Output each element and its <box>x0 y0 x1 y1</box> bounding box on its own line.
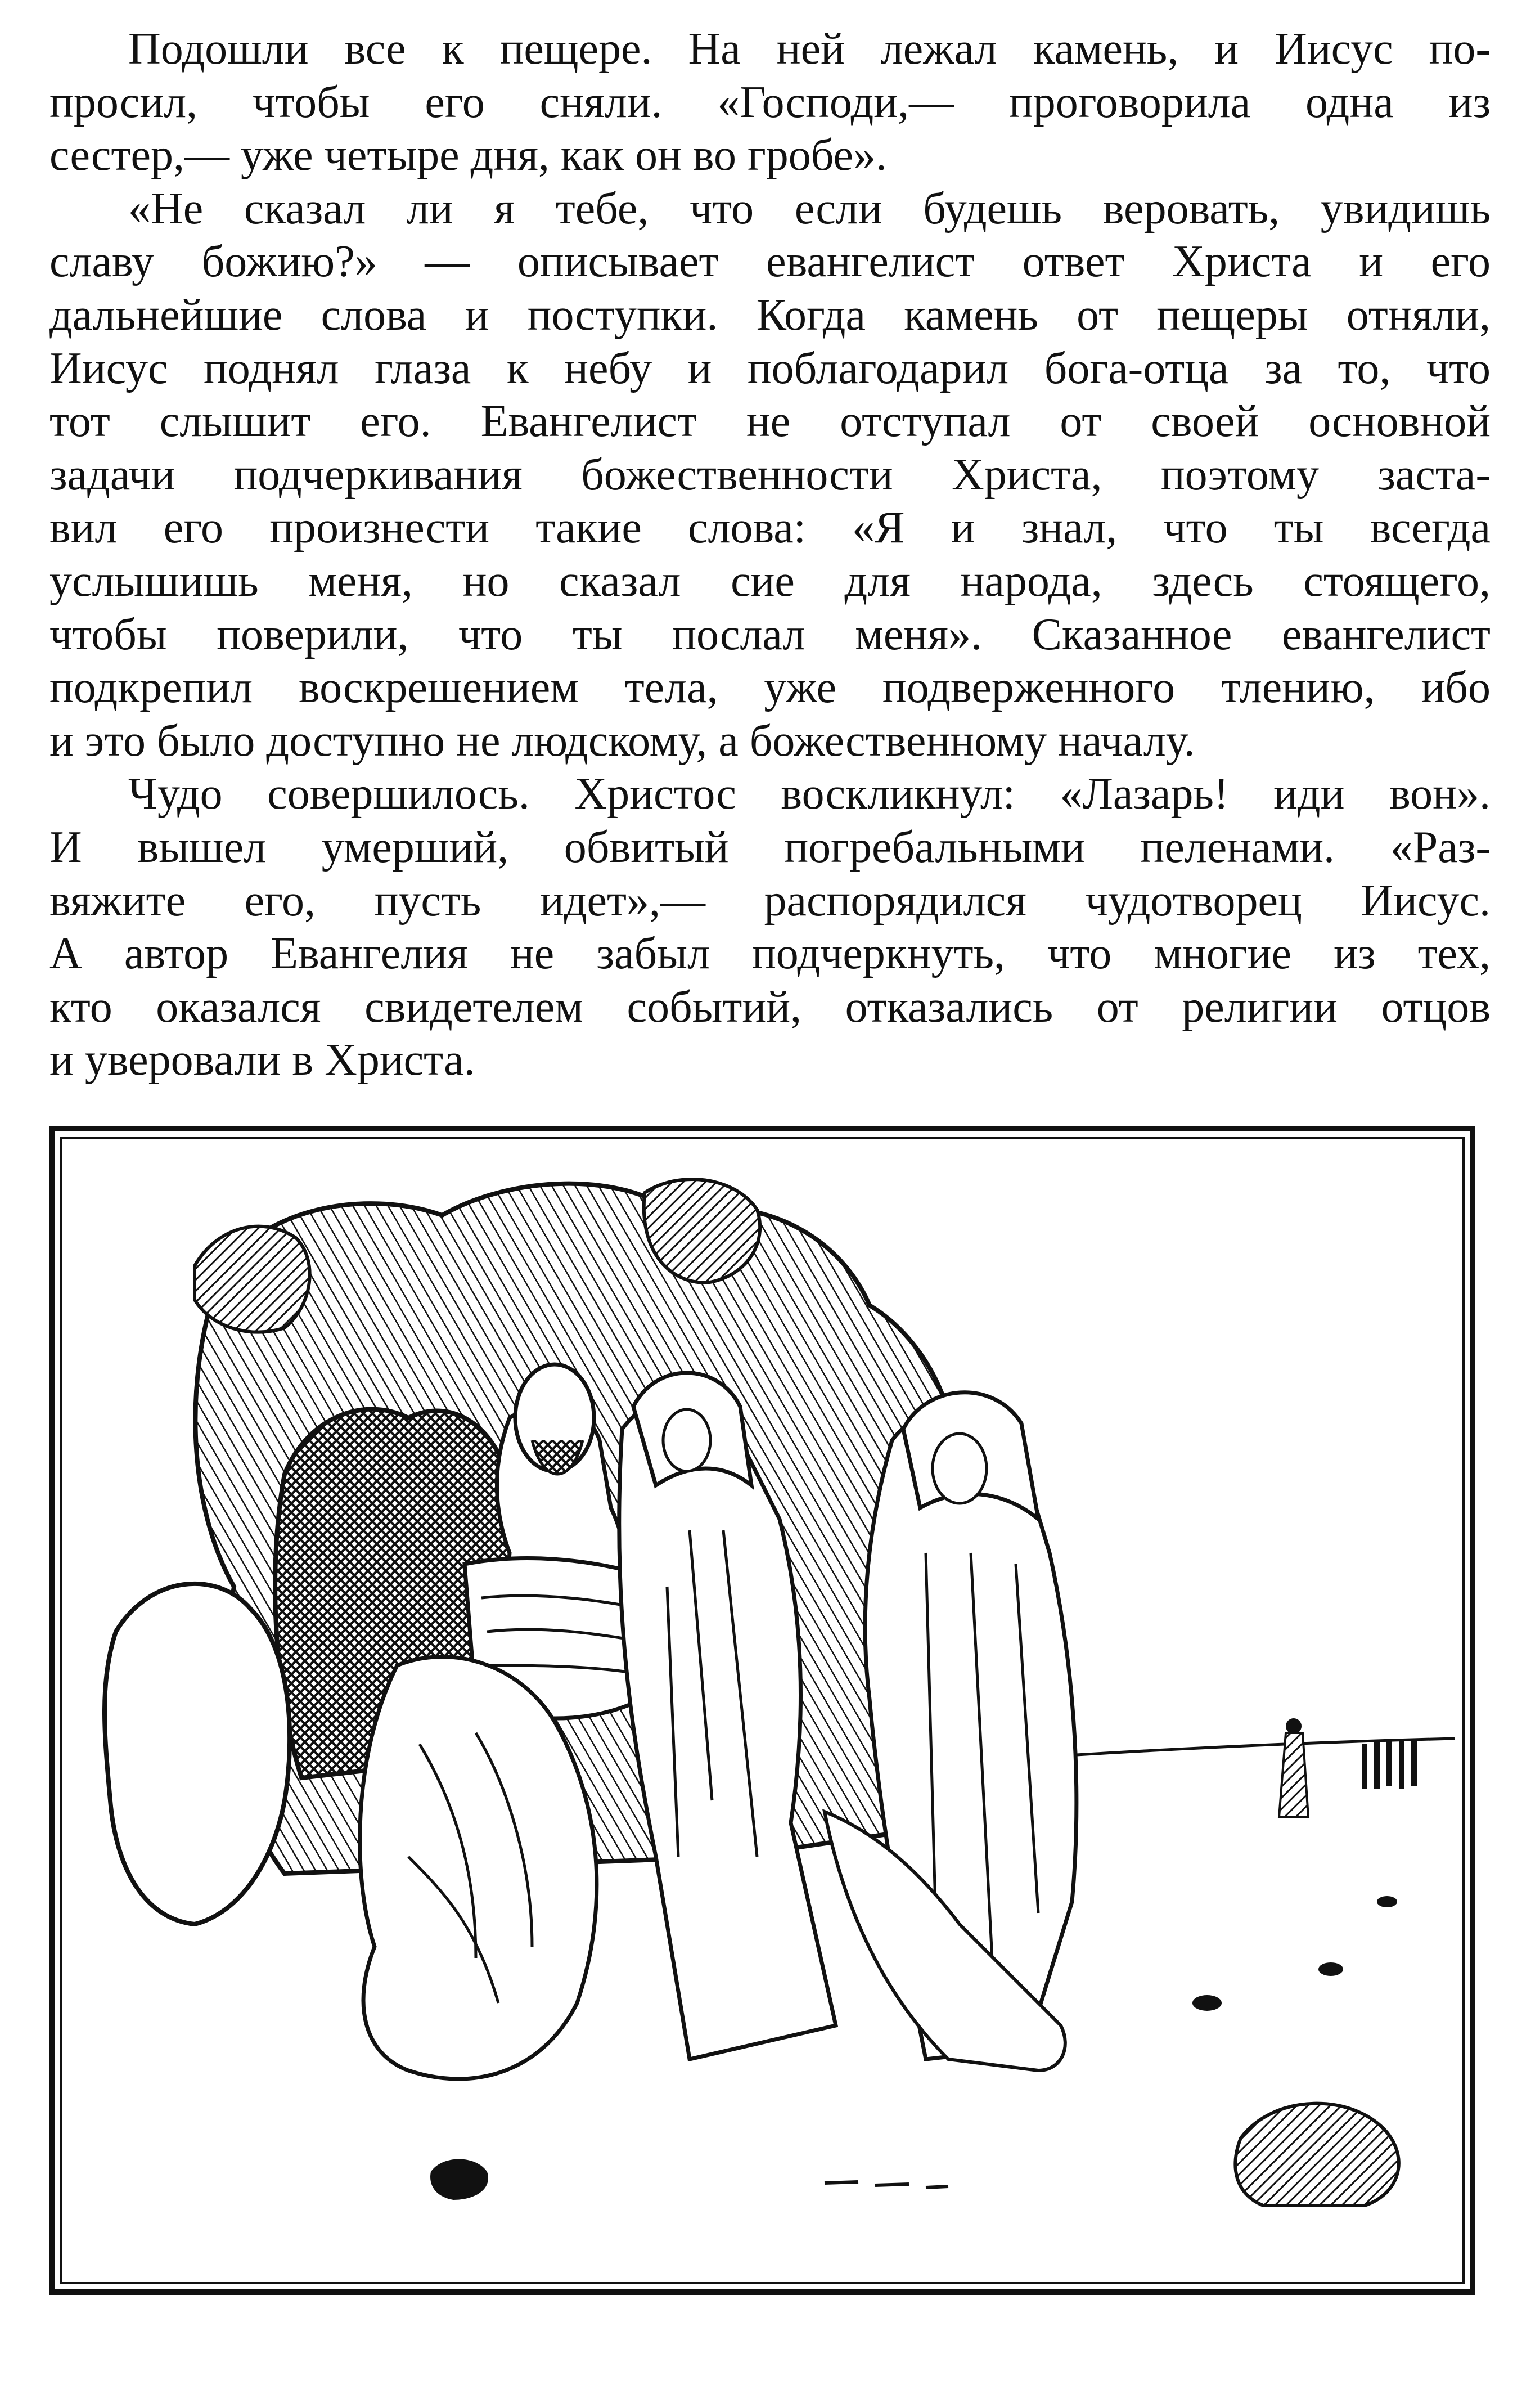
text-line: тот слышит его. Евангелист не отступал от своей основной <box>49 397 1491 447</box>
text-line: славу божию?» — описывает евангелист ответ Христа и его <box>49 237 1491 287</box>
text-line: и уверовали в Христа. <box>49 1035 475 1085</box>
text-line: «Не сказал ли я тебе, что если будешь веровать, увидишь <box>128 183 1491 233</box>
text-line: просил, чтобы его сняли. «Господи,— проговорила одна из <box>49 77 1491 127</box>
text-line: услышишь меня, но сказал сие для народа, здесь стоящего, <box>49 556 1491 606</box>
ground-rock-right <box>1235 2104 1398 2206</box>
text-line: кто оказался свидетелем событий, отказались от религии отцов <box>49 982 1491 1032</box>
woman-two-face <box>933 1434 987 1503</box>
text-line: Чудо совершилось. Христос воскликнул: «Лазарь! иди вон». <box>128 769 1491 819</box>
woman-one-face <box>663 1409 710 1471</box>
text-line: подкрепил воскрешением тела, уже подверженного тлению, ибо <box>49 663 1491 713</box>
paragraph-3 <box>49 767 1491 1087</box>
text-line: И вышел умерший, обвитый погребальными пеленами. «Раз- <box>49 822 1491 872</box>
ground-pebble <box>1318 1962 1343 1976</box>
paragraph-2 <box>49 182 1491 768</box>
text-line: задачи подчеркивания божественности Христа, поэтому заста- <box>49 450 1491 500</box>
text-line: вяжите его, пусть идет»,— распорядился чудотворец Иисус. <box>49 875 1491 926</box>
illustration-svg <box>48 1125 1476 2296</box>
text-line: дальнейшие слова и поступки. Когда камень от пещеры отняли, <box>49 290 1491 340</box>
text-line: Иисус поднял глаза к небу и поблагодарил бога-отца за то, что <box>49 343 1491 393</box>
text-line: чтобы поверили, что ты послал меня». Сказанное евангелист <box>49 609 1491 659</box>
article-text <box>49 23 1491 1087</box>
text-line: сестер,— уже четыре дня, как он во гробе». <box>49 131 887 181</box>
illustration-raising-of-lazarus <box>48 1125 1476 2296</box>
text-line: и это было доступно не людскому, а божественному началу. <box>49 716 1195 766</box>
ground-pebble <box>1377 1896 1397 1907</box>
text-line: вил его произнести такие слова: «Я и знал, что ты всегда <box>49 503 1491 553</box>
paragraph-1 <box>49 23 1491 182</box>
text-line: Подошли все к пещере. На ней лежал камень, и Иисус по- <box>128 24 1491 74</box>
text-line: А автор Евангелия не забыл подчеркнуть, что многие из тех, <box>49 929 1491 979</box>
ground-pebble <box>1192 1995 1222 2011</box>
distant-figure-head <box>1286 1718 1302 1734</box>
